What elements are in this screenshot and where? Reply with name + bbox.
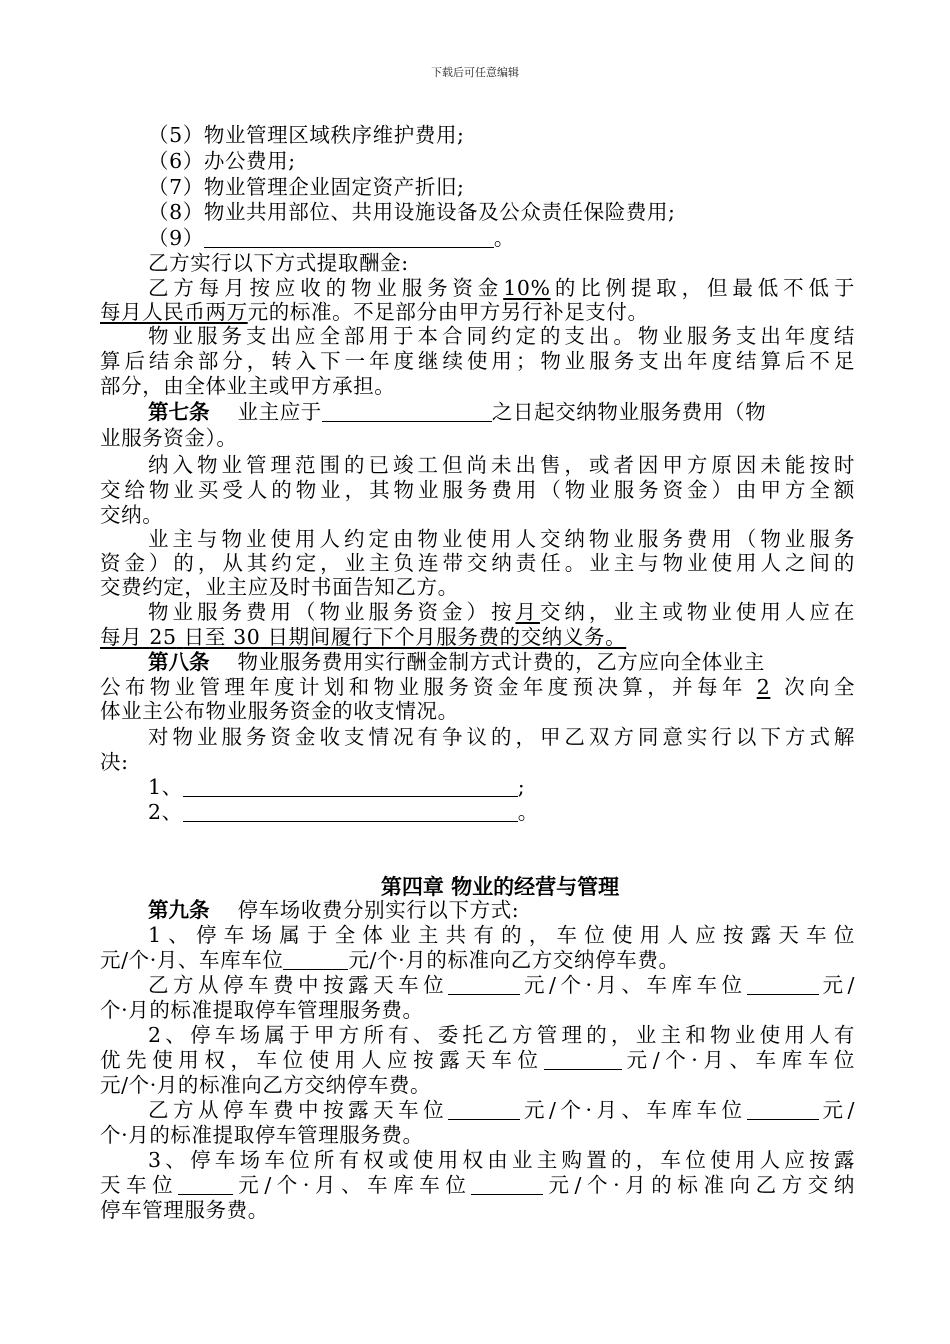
text-run: 1、 [148, 775, 183, 799]
text-run: 之日起交纳物业服务费用（物 [491, 400, 767, 424]
chapter-4-title: 第四章 物业的经营与管理 [380, 875, 620, 899]
article-7-heading [148, 398, 855, 426]
article-7-p4-line-2 [100, 623, 855, 651]
text-run: 元/ [818, 973, 855, 997]
article-8-line-3: 体业主公布物业服务资金的收支情况。 [100, 699, 459, 723]
text-run: 元/ [818, 1098, 855, 1122]
parking-case-1-line-4: 个·月的标准提取停车管理服务费。 [100, 998, 424, 1022]
expenses-line-2: 算后结余部分，转入下一年度继续使用；物业服务支出年度结算后不足 [100, 349, 855, 373]
percent-value: 10% [503, 276, 551, 300]
payment-period: 月 [515, 600, 540, 624]
parking-case-2-line-2 [100, 1046, 855, 1074]
item-5: （5）物业管理区域秩序维护费用; [148, 123, 465, 147]
fee-blank [448, 972, 520, 995]
article-7-title: 第七条 [148, 400, 210, 424]
text-run: ; [517, 775, 526, 799]
end-day: 30 [233, 625, 261, 649]
article-7-p2-line-2: 交给物业买受人的物业，其物业服务费用（物业服务资金）由甲方全额 [100, 478, 855, 502]
parking-case-3-line-2 [100, 1171, 855, 1199]
text-run: 日期间履行下个月服务费的交纳义务。 [267, 625, 627, 649]
article-7-p3-line-2: 资金）的，从其约定，业主负连带交纳责任。业主与物业使用人之间的 [100, 551, 855, 575]
article-8-title: 第八条 [148, 650, 210, 674]
article-7-p2-line-1: 纳入物业管理范围的已竣工但尚未出售，或者因甲方原因未能按时 [148, 453, 855, 477]
fee-blank [747, 972, 819, 995]
fee-blank [471, 1172, 543, 1195]
fee-blank [747, 1097, 819, 1120]
text-run: 每月 [100, 625, 143, 649]
text-run: 业主应于 [237, 400, 322, 424]
text-run: 的比例提取，但最低不低于 [550, 276, 855, 300]
article-8-p2-line-2: 决: [100, 750, 129, 774]
parking-case-2-line-1: 2、停车场属于甲方所有、委托乙方管理的，业主和物业使用人有 [148, 1023, 855, 1047]
parking-case-3-line-1: 3、停车场车位所有权或使用权由业主购置的，车位使用人应按露 [148, 1148, 855, 1172]
expenses-line-3: 部分，由全体业主或甲方承担。 [100, 374, 396, 398]
fee-blank [448, 1097, 520, 1120]
text-run: 物业服务费用（物业服务资金）按 [148, 600, 516, 624]
parking-case-2-line-5: 个·月的标准提取停车管理服务费。 [100, 1123, 424, 1147]
text-run: 元/个·月、车库车位 [520, 1098, 747, 1122]
disclosure-times: 2 [756, 675, 771, 699]
item-9 [148, 224, 855, 252]
text-run: 交纳，业主或物业使用人应在 [539, 600, 855, 624]
item-9-end: 。 [493, 226, 515, 250]
text-run: 天车位 [100, 1173, 179, 1197]
parking-case-1-line-3 [148, 971, 855, 999]
date-blank [322, 399, 492, 422]
text-run: 乙方每月按应收的物业服务资金 [148, 276, 504, 300]
item-9-label: （9） [148, 226, 204, 250]
text-run: 公布物业管理年度计划和物业服务资金年度预决算，并每年 [100, 675, 747, 699]
text-run: 次向全 [780, 675, 855, 699]
text-run: 元/个·月的标准向乙方交纳停车费。 [348, 948, 680, 972]
minimum-amount: 每月人民币两万 [100, 300, 248, 324]
text-run: 乙方从停车费中按露天车位 [148, 973, 449, 997]
text-run: 停车场收费分别实行以下方式: [237, 898, 520, 922]
start-day: 25 [149, 625, 177, 649]
text-run: 2、 [148, 800, 183, 824]
text-run: 日至 [183, 625, 226, 649]
fee-blank [544, 1047, 622, 1070]
article-7-p2-line-3: 交纳。 [100, 503, 164, 527]
remuneration-intro: 乙方实行以下方式提取酬金: [148, 251, 409, 275]
parking-case-3-line-3: 停车管理服务费。 [100, 1198, 269, 1222]
fee-blank [178, 1172, 233, 1195]
article-8-p2-line-1: 对物业服务资金收支情况有争议的，甲乙双方同意实行以下方式解 [148, 725, 855, 749]
dispute-option-2 [148, 798, 855, 826]
text-run: 。 [517, 800, 539, 824]
page-header: 下载后可任意编辑 [431, 66, 519, 79]
parking-case-2-line-3: 元/个·月的标准向乙方交纳停车费。 [100, 1073, 432, 1097]
item-7: （7）物业管理企业固定资产折旧; [148, 175, 465, 199]
text-run: 元/个·月、车库车位 [233, 1173, 472, 1197]
article-7-line-2: 业服务资金）。 [100, 426, 238, 450]
article-9-title: 第九条 [148, 898, 210, 922]
fee-blank [283, 947, 348, 970]
option-blank [183, 799, 518, 822]
article-7-p4-line-1 [148, 598, 855, 626]
payment-window [100, 625, 626, 649]
text-run: 元/个·月、车库车位 [520, 973, 747, 997]
text-run: 乙方从停车费中按露天车位 [148, 1098, 449, 1122]
expenses-line-1: 物业服务支出应全部用于本合同约定的支出。物业服务支出年度结 [148, 324, 855, 348]
article-9-heading [148, 896, 855, 924]
dispute-option-1 [148, 773, 855, 801]
parking-case-1-line-2 [100, 946, 855, 974]
article-8-heading [148, 648, 855, 676]
text-run: 元的标准。不足部分由甲方另行补足支付。 [247, 300, 649, 324]
parking-case-1-line-1: 1、停车场属于全体业主共有的，车位使用人应按露天车位 [148, 923, 855, 947]
article-7-p3-line-3: 交费约定，业主应及时书面告知乙方。 [100, 575, 459, 599]
text-run: 元/个·月、车库车位 [100, 948, 284, 972]
item-9-blank [204, 225, 494, 248]
text-run: 物业服务费用实行酬金制方式计费的，乙方应向全体业主 [237, 650, 765, 674]
item-6: （6）办公费用; [148, 149, 296, 173]
text-run: 元/个·月、车库车位 [621, 1048, 855, 1072]
item-8: （8）物业共用部位、共用设施设备及公众责任保险费用; [148, 200, 676, 224]
article-7-p3-line-1: 业主与物业使用人约定由物业使用人交纳物业服务费用（物业服务 [148, 527, 855, 551]
option-blank [183, 774, 518, 797]
parking-case-2-line-4 [148, 1096, 855, 1124]
text-run: 元/个·月的标准向乙方交纳 [543, 1173, 855, 1197]
text-run: 优先使用权，车位使用人应按露天车位 [100, 1048, 544, 1072]
